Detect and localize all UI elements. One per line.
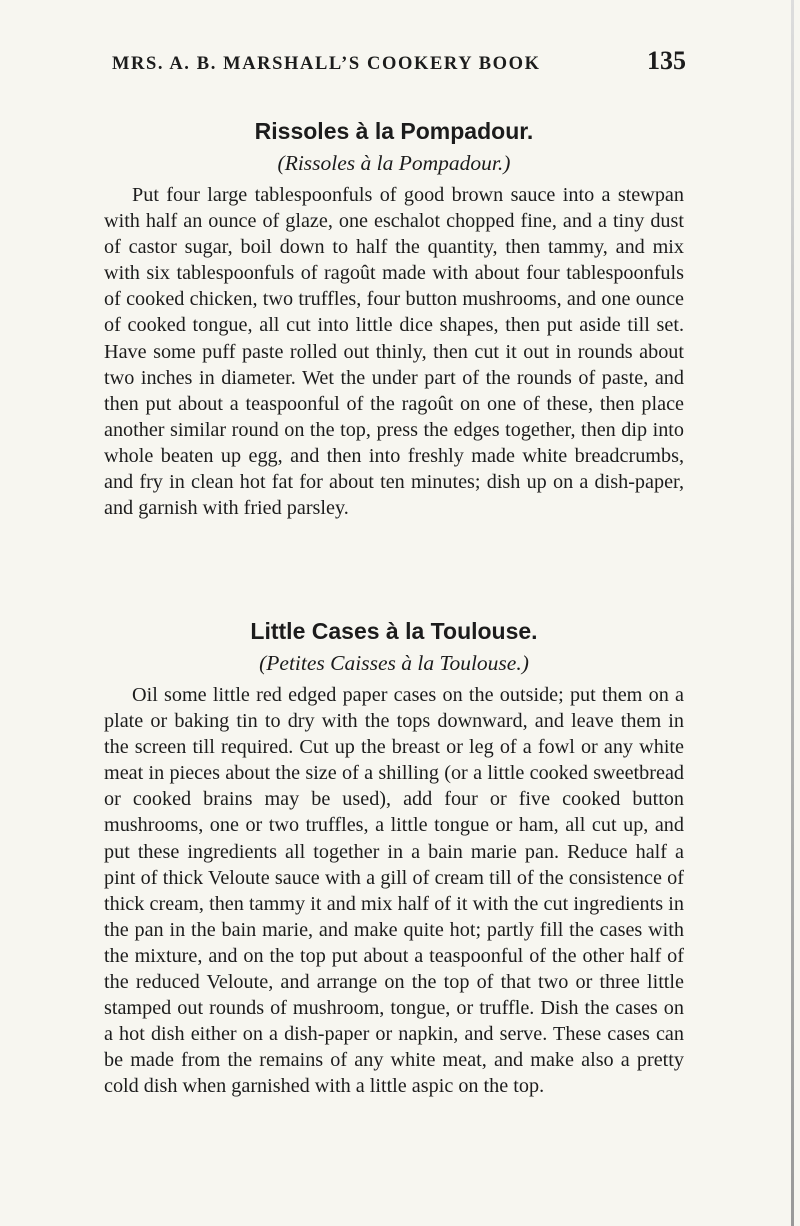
recipe-little-cases [104, 618, 684, 1100]
recipe-body: Oil some little red edged paper cases on the outside; put them on a plate or baking tin to dry with the tops downward, and leave them in the screen till required. Cut up the breast or leg of a fowl or any white meat in pieces about the size of a shilling (or a little cooked sweetbread or cooked brains may be used), add four or five cooked button mushrooms, one or two truffles, a little tongue or ham, all cut up, and put these ingredients all together in a bain marie pan. Reduce half a pint of thick Veloute sauce with a gill of cream till of the consistence of thick cream, then tammy it and mix half of it with the cut ingredients in the pan in the bain marie, and make quite hot; partly fill the cases with the mixture, and on the top put about a teaspoonful of the other half of the reduced Veloute, and arrange on the top of that two or three little stamped out rounds of mushroom, tongue, or truffle. Dish the cases on a hot dish either on a dish-paper or napkin, and serve. These cases can be made from the remains of any white meat, and make also a pretty cold dish when garnished with a little aspic on the top. [104, 684, 684, 1098]
running-head [112, 46, 686, 76]
page-number: 135 [647, 46, 686, 75]
recipe-body: Put four large tablespoonfuls of good brown sauce into a stewpan with half an ounce of glaze, one eschalot chopped fine, and a tiny dust of castor sugar, boil down to half the quantity, then tammy, and mix with six tablespoonfuls of ragoût made with about four tablespoonfuls of cooked chicken, two truffles, four button mushrooms, and one ounce of cooked tongue, all cut into little dice shapes, then put aside till set. Have some puff paste rolled out thinly, then cut it out in rounds about two inches in diameter. Wet the under part of the rounds of paste, and then put about a teaspoonful of the ragoût on one of these, then place another similar round on the top, press the edges together, then dip into whole beaten up egg, and then into freshly made white breadcrumbs, and fry in clean hot fat for about ten minutes; dish up on a dish-paper, and garnish with fried parsley. [104, 184, 684, 520]
page-edge-shadow [791, 0, 794, 1226]
recipe-title: Rissoles à la Pompadour. [254, 118, 534, 144]
recipe-subtitle: (Petites Caisses à la Toulouse.) [259, 651, 529, 675]
recipe-rissoles [104, 118, 684, 521]
running-title: MRS. A. B. MARSHALL’S COOKERY BOOK [112, 54, 541, 74]
recipe-subtitle: (Rissoles à la Pompadour.) [277, 151, 511, 175]
recipe-title: Little Cases à la Toulouse. [250, 618, 538, 644]
